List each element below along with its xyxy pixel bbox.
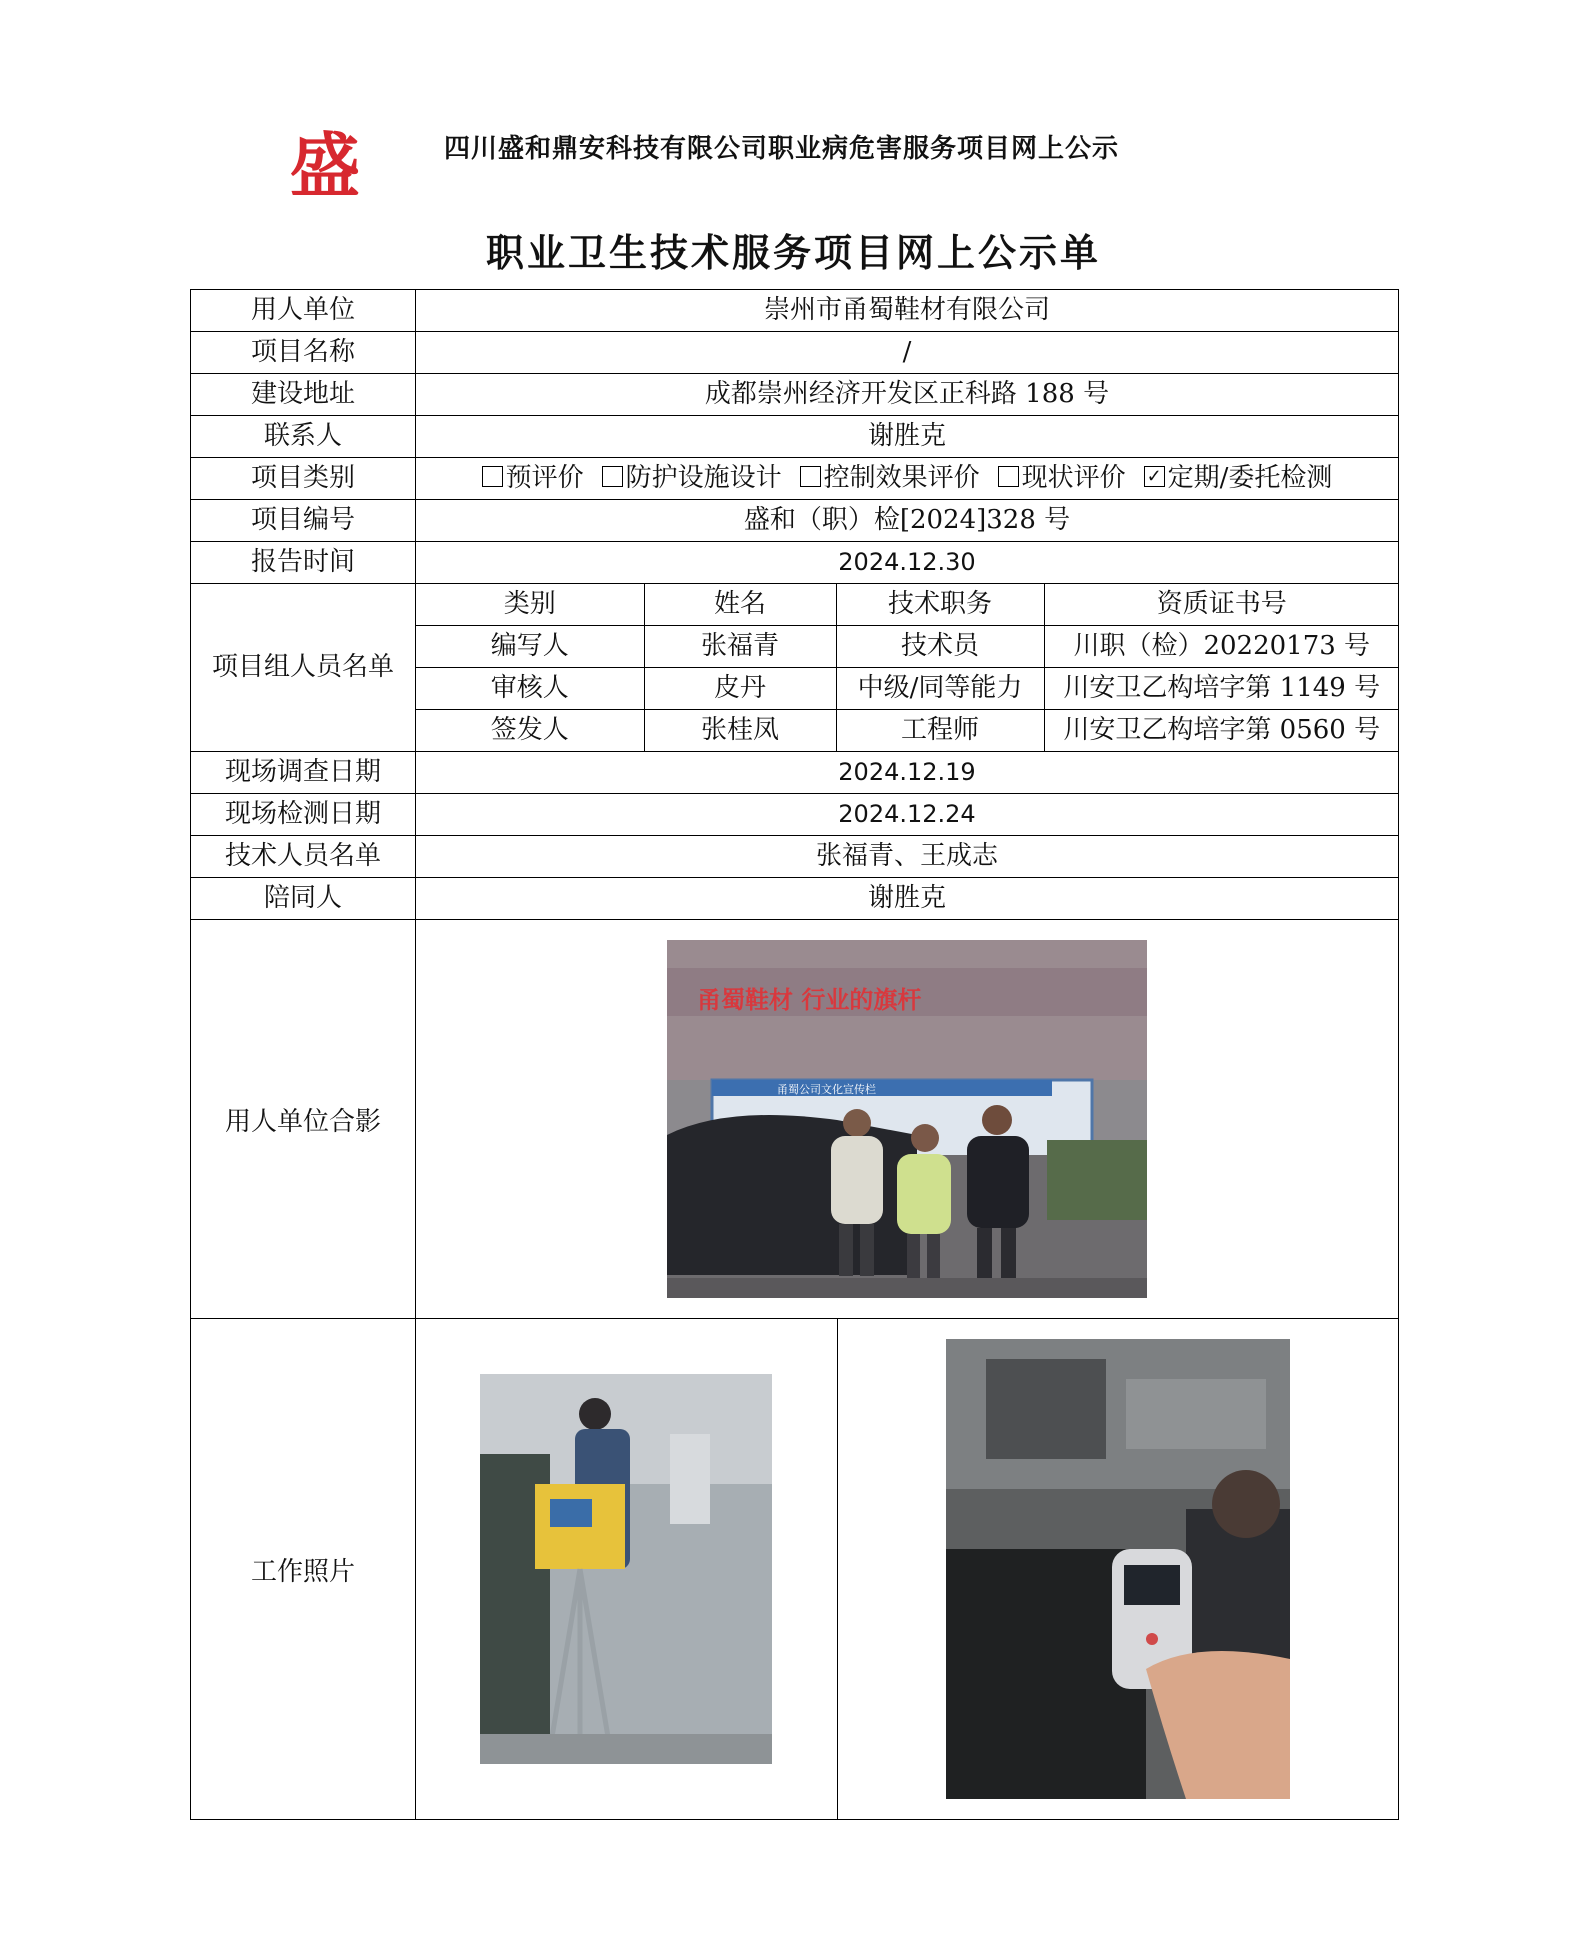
logo-glyph: 盛 <box>290 126 360 204</box>
work-photo-1-cell <box>416 1319 837 1819</box>
row-project-name <box>191 332 1399 374</box>
company-header: 四川盛和鼎安科技有限公司职业病危害服务项目网上公示 <box>444 134 1120 164</box>
label-tech-staff: 技术人员名单 <box>191 836 416 878</box>
row-test-date <box>191 794 1399 836</box>
member-cert: 川安卫乙构培字第 1149 号 <box>1044 668 1399 710</box>
label-test-date: 现场检测日期 <box>191 794 416 836</box>
checkbox-icon <box>482 466 503 487</box>
label-report-date: 报告时间 <box>191 542 416 584</box>
member-name: 张福青 <box>644 626 836 668</box>
checkbox-icon <box>602 466 623 487</box>
label-group-photo: 用人单位合影 <box>191 920 416 1319</box>
team-col-name: 姓名 <box>644 584 836 626</box>
row-category <box>191 458 1399 500</box>
checkbox-icon <box>998 466 1019 487</box>
member-title: 技术员 <box>836 626 1044 668</box>
row-project-no <box>191 500 1399 542</box>
value-test-date: 2024.12.24 <box>416 794 1399 836</box>
work-photo-noise-meter <box>946 1339 1290 1799</box>
checkbox-icon <box>800 466 821 487</box>
label-address: 建设地址 <box>191 374 416 416</box>
row-survey-date <box>191 752 1399 794</box>
team-col-role: 类别 <box>416 584 644 626</box>
document-title: 职业卫生技术服务项目网上公示单 <box>485 230 1101 275</box>
member-role: 编写人 <box>416 626 644 668</box>
team-header <box>416 584 1399 626</box>
member-name: 皮丹 <box>644 668 836 710</box>
row-report-date <box>191 542 1399 584</box>
table-row <box>416 710 1399 752</box>
label-project-no: 项目编号 <box>191 500 416 542</box>
work-photo-2-cell <box>837 1319 1399 1819</box>
row-tech-staff <box>191 836 1399 878</box>
team-col-title: 技术职务 <box>836 584 1044 626</box>
company-logo <box>285 126 365 204</box>
value-category <box>416 458 1399 500</box>
work-photo-grid <box>416 1319 1399 1819</box>
category-option: 预评价 <box>482 458 584 499</box>
member-title: 工程师 <box>836 710 1044 752</box>
category-option: 现状评价 <box>998 458 1126 499</box>
label-employer: 用人单位 <box>191 290 416 332</box>
row-escort <box>191 878 1399 920</box>
member-cert: 川职（检）20220173 号 <box>1044 626 1399 668</box>
value-tech-staff: 张福青、王成志 <box>416 836 1399 878</box>
category-option: 控制效果评价 <box>800 458 980 499</box>
label-team: 项目组人员名单 <box>191 584 416 752</box>
team-col-cert: 资质证书号 <box>1044 584 1399 626</box>
work-photos-cell <box>416 1319 1399 1820</box>
label-survey-date: 现场调查日期 <box>191 752 416 794</box>
member-name: 张桂凤 <box>644 710 836 752</box>
team-table <box>416 584 1399 751</box>
value-project-name: / <box>416 332 1399 374</box>
value-survey-date: 2024.12.19 <box>416 752 1399 794</box>
member-title: 中级/同等能力 <box>836 668 1044 710</box>
work-photo-sampler <box>480 1374 772 1764</box>
table-row <box>416 668 1399 710</box>
value-report-date: 2024.12.30 <box>416 542 1399 584</box>
label-contact: 联系人 <box>191 416 416 458</box>
group-photo <box>667 940 1147 1298</box>
row-work-photos <box>191 1319 1399 1820</box>
row-address <box>191 374 1399 416</box>
member-role: 审核人 <box>416 668 644 710</box>
value-employer: 崇州市甬蜀鞋材有限公司 <box>416 290 1399 332</box>
label-category: 项目类别 <box>191 458 416 500</box>
value-escort: 谢胜克 <box>416 878 1399 920</box>
row-contact <box>191 416 1399 458</box>
label-escort: 陪同人 <box>191 878 416 920</box>
board-text: 甬蜀公司文化宣传栏 <box>777 1083 876 1096</box>
value-address: 成都崇州经济开发区正科路 188 号 <box>416 374 1399 416</box>
value-project-no: 盛和（职）检[2024]328 号 <box>416 500 1399 542</box>
group-photo-cell <box>416 920 1399 1319</box>
value-contact: 谢胜克 <box>416 416 1399 458</box>
team-block <box>416 584 1399 752</box>
label-project-name: 项目名称 <box>191 332 416 374</box>
row-group-photo <box>191 920 1399 1319</box>
member-role: 签发人 <box>416 710 644 752</box>
category-option: ✓ 定期/委托检测 <box>1144 458 1333 499</box>
table-row <box>416 626 1399 668</box>
category-option: 防护设施设计 <box>602 458 782 499</box>
label-work-photos: 工作照片 <box>191 1319 416 1820</box>
sign-text: 甬蜀鞋材 行业的旗杆 <box>697 986 922 1014</box>
row-employer <box>191 290 1399 332</box>
member-cert: 川安卫乙构培字第 0560 号 <box>1044 710 1399 752</box>
checked-checkbox-icon: ✓ <box>1144 466 1165 487</box>
info-table <box>190 289 1399 1820</box>
